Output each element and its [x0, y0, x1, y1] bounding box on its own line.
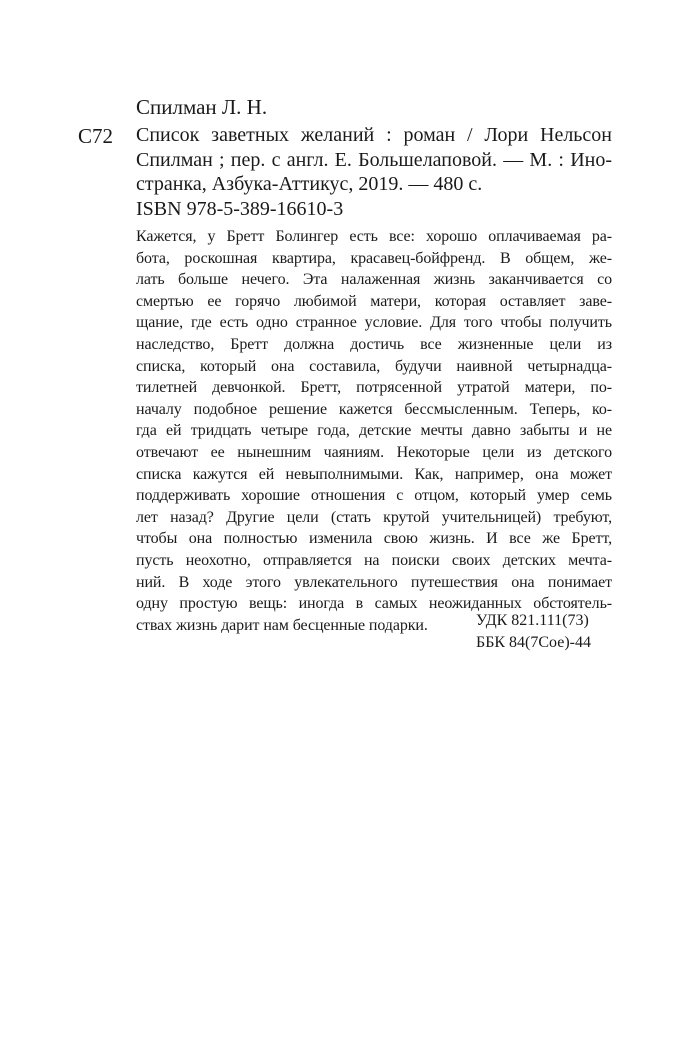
- author-heading: Спилман Л. Н.: [136, 95, 268, 119]
- annotation-line: наследство, Бретт должна достичь все жизненные цели из: [136, 335, 612, 353]
- annotation-line: бота, роскошная квартира, красавец-бойфренд. В общем, же-: [136, 249, 612, 267]
- annotation-line: лет назад? Другие цели (стать крутой учительницей) требуют,: [136, 508, 612, 526]
- classification-codes: [476, 610, 591, 653]
- annotation-line: чтобы она полностью изменила свою жизнь. И все же Бретт,: [136, 530, 612, 548]
- biblio-line: Список заветных желаний : роман / Лори Нельсон: [136, 124, 612, 146]
- annotation-line: лать больше нечего. Эта налаженная жизнь заканчивается со: [136, 271, 612, 289]
- annotation-line: началу подобное решение кажется бессмысленным. Теперь, ко-: [136, 400, 612, 418]
- annotation-line: гда ей тридцать четыре года, детские мечты давно забыты и не: [136, 422, 612, 440]
- annotation-line: ствах жизнь дарит нам бесценные подарки.: [136, 616, 428, 634]
- isbn-line: ISBN 978-5-389-16610-3: [136, 197, 344, 220]
- annotation: [136, 226, 612, 636]
- annotation-line: Кажется, у Бретт Болингер есть все: хорошо оплачиваемая ра-: [136, 228, 612, 245]
- bibliographic-description: [136, 123, 612, 221]
- annotation-line: отвечают ее нынешним чаяниям. Некоторые цели из детского: [136, 443, 612, 461]
- biblio-line: Спилман ; пер. с англ. Е. Большелаповой. — М. : Ино-: [136, 148, 612, 171]
- catalog-code: С72: [78, 124, 114, 148]
- annotation-line: щание, где есть одно странное условие. Для того чтобы получить: [136, 314, 612, 332]
- annotation-line: пусть неохотно, отправляется на поиски своих детских мечта-: [136, 551, 612, 569]
- annotation-line: смертью ее горячо любимой матери, которая оставляет заве-: [136, 292, 612, 310]
- annotation-line: ний. В ходе этого увлекательного путешествия она понимает: [136, 573, 612, 591]
- annotation-line: одну простую вещь: иногда в самых неожиданных обстоятель-: [136, 595, 612, 613]
- biblio-line: странка, Азбука-Аттикус, 2019. — 480 с.: [136, 173, 483, 195]
- bbk-code: ББК 84(7Сое)-44: [476, 633, 591, 651]
- annotation-line: поддерживать хорошие отношения с отцом, который умер семь: [136, 487, 612, 505]
- annotation-line: тилетней девчонкой. Бретт, потрясенной утратой матери, по-: [136, 379, 612, 397]
- udk-code: УДК 821.111(73): [476, 612, 589, 629]
- annotation-line: списка кажутся ей невыполнимыми. Как, например, она может: [136, 465, 612, 483]
- annotation-line: списка, который она составила, будучи наивной четырнадца-: [136, 357, 612, 375]
